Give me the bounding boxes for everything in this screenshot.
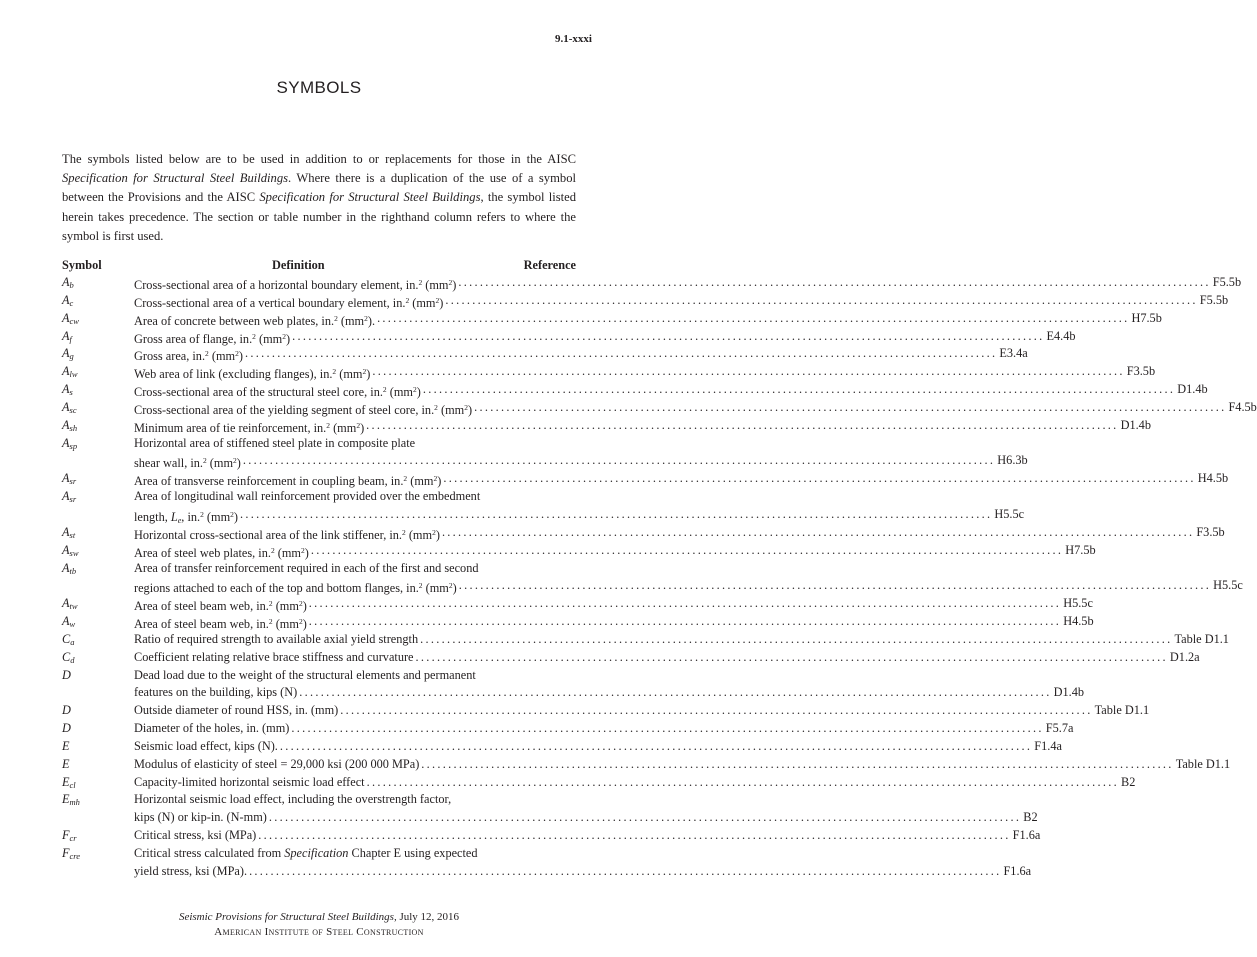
symbol-name: $F_{cr}$: [62, 828, 77, 844]
symbol-name: $A_{sc}$: [62, 399, 77, 415]
symbol-name: $A_{lw}$: [62, 364, 78, 380]
symbol-name: E: [62, 738, 70, 753]
symbol-name: $C_a$: [62, 631, 75, 647]
symbol-reference: D1.4b: [1053, 685, 1085, 700]
dot-leader: ............................................................................................................................................: [258, 828, 1011, 843]
dot-leader: ............................................................................................................................................: [458, 275, 1211, 289]
symbol-definition: Modulus of elasticity of steel = 29,000 ksi (200 000 MPa): [134, 756, 420, 771]
symbol-name: $A_f$: [62, 328, 72, 344]
column-header-definition: Definition: [272, 258, 325, 272]
symbol-row: [62, 542, 1096, 560]
symbol-reference: F1.6a: [1003, 863, 1032, 878]
symbol-name: $A_{sp}$: [62, 435, 78, 451]
symbol-definition: Horizontal area of stiffened steel plate in composite plate: [134, 435, 416, 450]
symbol-reference: D1.4b: [1177, 382, 1208, 397]
symbol-reference: F4.5b: [1228, 399, 1257, 414]
symbol-reference: H5.5c: [1213, 578, 1243, 593]
symbol-name: $A_{sh}$: [62, 417, 78, 433]
symbol-reference: B2: [1023, 810, 1038, 825]
symbol-name: $C_d$: [62, 649, 75, 665]
symbol-name: $A_{cw}$: [62, 310, 79, 326]
dot-leader: ............................................................................................................................................: [299, 685, 1052, 700]
symbol-definition: Cross-sectional area of the yielding segment of steel core, in.$^2$ $(mm^2)$: [134, 402, 473, 417]
symbol-reference: H7.5b: [1065, 542, 1096, 557]
dot-leader: ............................................................................................................................................: [240, 506, 993, 521]
symbol-name: $A_{tb}$: [62, 560, 77, 576]
symbol-definition: Cross-sectional area of the structural steel core, in.$^2$ $(mm^2)$: [134, 385, 421, 400]
dot-leader: ............................................................................................................................................: [242, 453, 996, 468]
symbol-reference: D1.2a: [1169, 649, 1200, 664]
symbol-row: [62, 274, 1242, 292]
symbol-definition: Gross area, in.$^2$ $(mm^2)$: [134, 349, 243, 364]
table-header: [62, 258, 576, 274]
symbol-row: [62, 631, 1229, 649]
symbol-definition: Area of longitudinal wall reinforcement provided over the embedment: [134, 489, 481, 504]
symbol-name: $A_w$: [62, 614, 76, 630]
symbol-reference: F3.5b: [1126, 364, 1156, 379]
footer-date: July 12, 2016: [396, 911, 460, 923]
symbol-reference: E3.4a: [999, 346, 1028, 361]
dot-leader: ............................................................................................................................................: [292, 328, 1045, 343]
symbol-row: [62, 524, 1225, 542]
symbol-row: [62, 774, 1136, 792]
symbol-reference: B2: [1121, 774, 1136, 789]
symbol-definition: Area of steel beam web, in.$^2$ $(mm^2)$: [134, 617, 307, 632]
symbol-row: [62, 613, 1094, 632]
symbol-definition: Critical stress, ksi (MPa): [134, 828, 257, 843]
dot-leader: ............................................................................................................................................: [458, 578, 1212, 593]
symbol-definition: Area of transverse reinforcement in coupling beam, in.$^2$ $(mm^2)$: [134, 474, 442, 489]
column-header-reference: Reference: [523, 258, 576, 272]
dot-leader: ............................................................................................................................................: [422, 382, 1176, 397]
dot-leader: ............................................................................................................................................: [443, 471, 1196, 486]
symbol-definition: Area of transfer reinforcement required in each of the first and second: [134, 560, 479, 575]
symbol-row: [62, 417, 1151, 435]
symbol-reference: F5.7a: [1045, 721, 1074, 736]
symbol-name: D: [62, 667, 71, 682]
symbol-row: [62, 363, 1156, 382]
symbol-name: D: [62, 721, 71, 736]
symbol-name: $A_c$: [62, 292, 74, 308]
symbol-name: $E_{cl}$: [62, 774, 76, 790]
dot-leader: ............................................................................................................................................: [366, 774, 1119, 789]
page-title: SYMBOLS: [276, 78, 362, 97]
symbol-reference: Table D1.1: [1175, 756, 1231, 771]
symbol-definition: Area of steel web plates, in.$^2$ $(mm^2)$: [134, 545, 309, 560]
symbol-reference: F5.5b: [1199, 292, 1229, 307]
dot-leader: ............................................................................................................................................: [340, 703, 1093, 718]
symbol-definition: regions attached to each of the top and bottom flanges, in.$^2$ $(mm^2)$: [134, 581, 457, 596]
symbol-reference: H7.5b: [1131, 310, 1162, 325]
symbol-row: [62, 756, 1231, 774]
intro-paragraph: [62, 150, 576, 246]
dot-leader: ............................................................................................................................................: [310, 542, 1064, 557]
symbol-row: [62, 649, 1200, 667]
symbol-reference: F1.4a: [1034, 738, 1062, 753]
intro-text-3: , the symbol listed herein takes precedence. The section or table number in the righthand column refers to where the symbol is first used.: [62, 190, 576, 243]
dot-leader: ............................................................................................................................................: [249, 863, 1002, 878]
dot-leader: ............................................................................................................................................: [445, 292, 1198, 307]
symbol-name: $A_b$: [62, 275, 74, 290]
symbol-row: [62, 738, 1062, 756]
symbol-row: [62, 292, 1229, 310]
symbol-name: $A_{st}$: [62, 524, 76, 540]
symbol-definition: Dead load due to the weight of the structural elements and permanent: [134, 667, 476, 682]
symbol-reference: H6.3b: [997, 453, 1028, 468]
symbol-definition: yield stress, ksi (MPa).: [134, 863, 248, 878]
dot-leader: ............................................................................................................................................: [377, 310, 1130, 325]
symbol-definition: Area of concrete between web plates, in.$^2$ $(mm^2)$.: [134, 313, 376, 328]
symbol-name: E: [62, 756, 70, 771]
symbol-definition: Diameter of the holes, in. (mm): [134, 721, 290, 736]
dot-leader: ............................................................................................................................................: [420, 631, 1173, 646]
symbol-reference: H5.5c: [1063, 596, 1093, 611]
dot-leader: ............................................................................................................................................: [308, 596, 1062, 611]
page-number: 9.1-xxxi: [555, 33, 592, 45]
footer-publication: Seismic Provisions for Structural Steel Buildings,: [178, 911, 397, 923]
symbol-row: [62, 560, 1243, 596]
symbol-reference: F1.6a: [1012, 828, 1041, 843]
symbol-definition: shear wall, in.$^2$ $(mm^2)$: [134, 456, 241, 471]
symbol-definition: kips (N) or kip-in. (N-mm): [134, 810, 267, 825]
dot-leader: ............................................................................................................................................: [474, 399, 1227, 414]
symbol-row: [62, 845, 1032, 881]
dot-leader: ............................................................................................................................................: [279, 738, 1033, 753]
symbol-definition: features on the building, kips (N): [134, 685, 298, 700]
dot-leader: ............................................................................................................................................: [291, 721, 1044, 736]
symbol-definition: Minimum area of tie reinforcement, in.$^2$ $(mm^2)$: [134, 420, 365, 435]
symbol-name: $A_{sr}$: [62, 489, 77, 505]
symbol-definition: Cross-sectional area of a vertical boundary element, in.$^2$ $(mm^2)$: [134, 295, 444, 310]
symbol-row: [62, 488, 1025, 525]
symbol-reference: F5.5b: [1212, 275, 1242, 289]
symbol-reference: Table D1.1: [1094, 703, 1150, 718]
symbol-row: [62, 328, 1076, 346]
symbol-row: [62, 470, 1229, 489]
symbol-row: [62, 595, 1093, 614]
symbol-row: [62, 399, 1257, 417]
dot-leader: ............................................................................................................................................: [366, 417, 1119, 432]
dot-leader: ............................................................................................................................................: [308, 614, 1062, 629]
symbol-definition: Critical stress calculated from Specification Chapter E using expected: [134, 846, 478, 860]
symbol-reference: F3.5b: [1196, 524, 1225, 539]
symbol-name: D: [62, 703, 71, 718]
intro-text-2: . Where there is a duplication of the use of a symbol between the Provisions and the AISC: [62, 171, 576, 205]
footer-publisher: American Institute of Steel Construction: [214, 926, 424, 938]
symbol-row: [62, 345, 1028, 364]
symbol-name: $A_{sr}$: [62, 471, 77, 487]
symbol-definition: Horizontal seismic load effect, including the overstrength factor,: [134, 792, 452, 807]
symbol-definition: Ratio of required strength to available axial yield strength: [134, 631, 419, 646]
dot-leader: ............................................................................................................................................: [372, 364, 1125, 379]
dot-leader: ............................................................................................................................................: [415, 649, 1168, 664]
intro-spec-title-1: Specification for Structural Steel Buildings: [62, 171, 289, 186]
symbol-definition: Seismic load effect, kips (N).: [134, 738, 278, 753]
symbol-reference: E4.4b: [1046, 328, 1076, 343]
dot-leader: ............................................................................................................................................: [244, 346, 998, 361]
symbol-definition: Coefficient relating relative brace stiffness and curvature: [134, 649, 414, 664]
symbol-definition: Area of steel beam web, in.$^2$ $(mm^2)$: [134, 599, 307, 614]
symbol-name: $A_{tw}$: [62, 596, 78, 612]
intro-spec-title-2: Specification for Structural Steel Buildings: [259, 190, 481, 205]
symbol-definition: Capacity-limited horizontal seismic load effect: [134, 774, 365, 789]
symbol-name: $A_g$: [62, 346, 74, 362]
symbol-row: [62, 720, 1074, 738]
dot-leader: ............................................................................................................................................: [421, 756, 1174, 771]
symbol-definition: Gross area of flange, in.$^2$ $(mm^2)$: [134, 331, 291, 346]
symbol-row: [62, 435, 1028, 471]
symbol-definition: Cross-sectional area of a horizontal boundary element, in.$^2$ $(mm^2)$: [134, 278, 457, 292]
intro-text-1: The symbols listed below are to be used in addition to or replacements for those in the AISC: [62, 152, 576, 166]
symbol-reference: H4.5b: [1197, 471, 1229, 486]
symbol-definition: Horizontal cross-sectional area of the link stiffener, in.$^2$ $(mm^2)$: [134, 527, 440, 542]
dot-leader: ............................................................................................................................................: [441, 524, 1195, 539]
dot-leader: ............................................................................................................................................: [268, 810, 1022, 825]
symbol-row: [62, 791, 1038, 827]
symbol-row: [62, 702, 1150, 720]
symbol-definition: Web area of link (excluding flanges), in.$^2$ $(mm^2)$: [134, 367, 371, 382]
symbol-row: [62, 667, 1085, 703]
symbol-row: [62, 381, 1208, 400]
symbol-row: [62, 827, 1041, 845]
symbol-row: [62, 310, 1162, 328]
symbol-name: $E_{mh}$: [62, 792, 80, 808]
symbol-reference: Table D1.1: [1174, 631, 1229, 646]
symbol-name: $F_{cre}$: [62, 846, 81, 861]
symbol-rows: [62, 274, 1257, 881]
symbol-reference: H4.5b: [1063, 614, 1094, 629]
symbol-reference: H5.5c: [994, 506, 1025, 521]
column-header-symbol: Symbol: [62, 258, 102, 272]
symbol-definition: Outside diameter of round HSS, in. (mm): [134, 703, 339, 718]
page-footer: [0, 910, 638, 940]
symbol-reference: D1.4b: [1120, 417, 1151, 432]
symbols-table: [62, 258, 1257, 881]
symbol-name: $A_s$: [62, 382, 73, 398]
symbol-definition: length, $L_e$, in.$^2$ $(mm^2)$: [134, 509, 239, 525]
symbol-name: $A_{sw}$: [62, 542, 79, 558]
